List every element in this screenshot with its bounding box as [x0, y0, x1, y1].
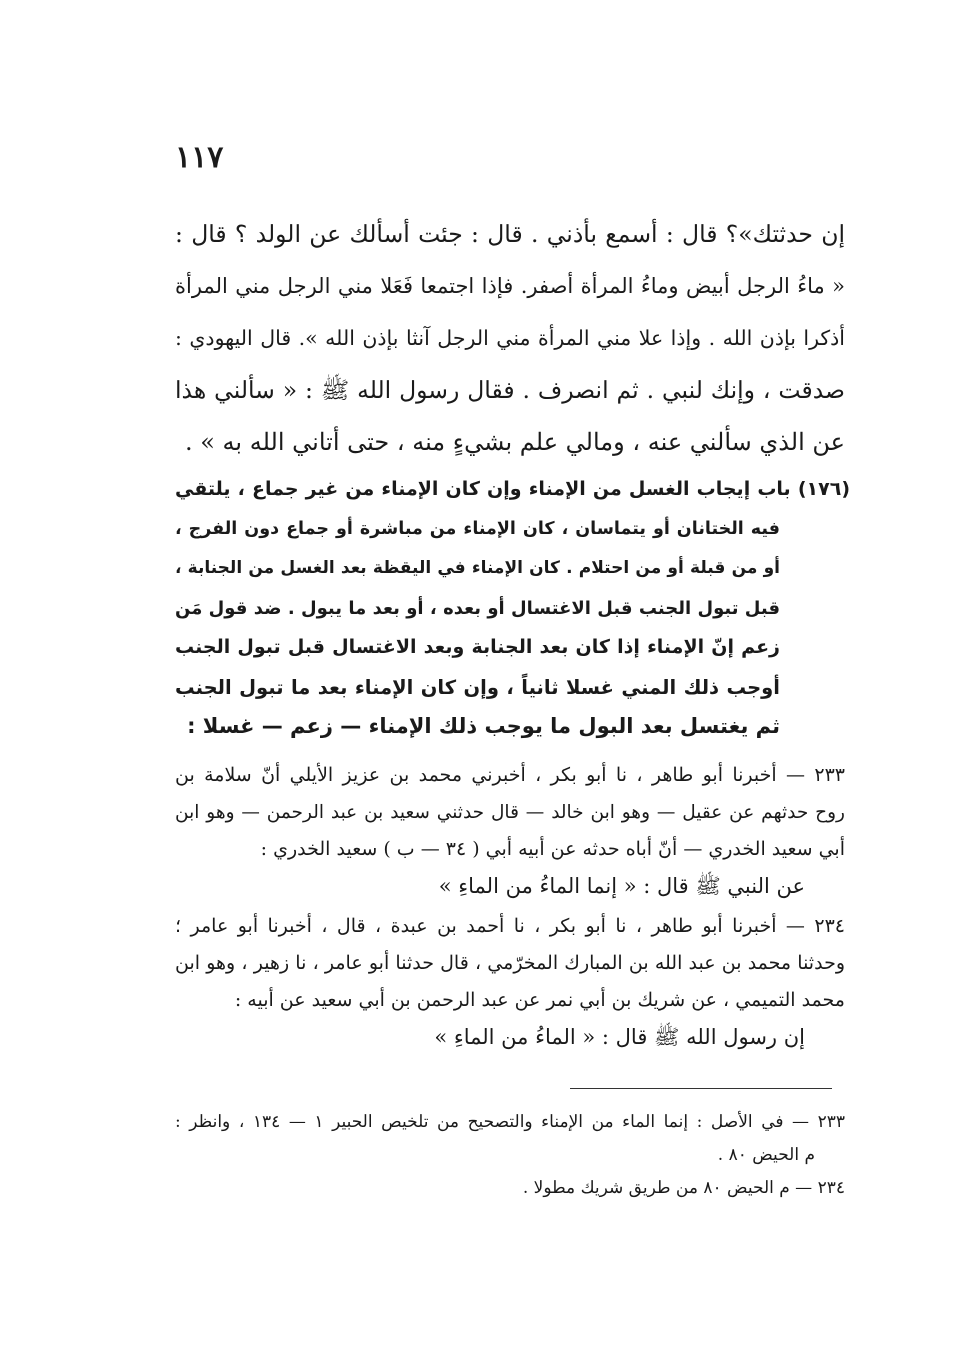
chapter-line: قبل تبول الجنب قبل الاغتسال أو بعده ، أو بعد ما يبول . ضد قول مَن: [175, 597, 780, 619]
intro-line: إن حدثتك»؟ قال : أسمع بأذني . قال : جئت أسألك عن الولد ؟ قال :: [175, 220, 845, 248]
hadith-line: وحدثنا محمد بن عبد الله بن المبارك المخرّمي ، قال حدثنا أبو عامر ، نا زهير ، وهو ابن: [175, 952, 845, 974]
hadith-line: أبي سعيد الخدري — أنّ أباه حدثه عن أبيه أبي ( ٣٤ — ب ) سعيد الخدري :: [260, 838, 845, 860]
hadith-quote: إن رسول الله ﷺ قال : « الماءُ من الماءِ »: [434, 1025, 805, 1049]
footnote-line: م الحيض ٨٠ .: [717, 1145, 815, 1165]
intro-line: عن الذي سألني عنه ، ومالي علم بشيءٍ منه ، حتى أتاني الله به » .: [184, 428, 845, 456]
intro-line: « ماءُ الرجل أبيض وماءُ المرأة أصفر. فإذا اجتمعا فَعَلا مني الرجل مني المرأة: [175, 274, 845, 298]
intro-paragraph: [175, 208, 845, 468]
footnotes: [175, 1106, 845, 1205]
hadith-line: ٢٣٤ — أخبرنا أبو طاهر ، نا أبو بكر ، نا أحمد بن عبدة ، قال ، أخبرنا أبو عامر ؛: [175, 915, 845, 937]
chapter-line: أو من قبلة أو من احتلام . كان الإمناء في اليقظة بعد الغسل من الجنابة ،: [175, 558, 780, 578]
hadith-234: [175, 908, 845, 1056]
hadith-line: محمد التميمي ، عن شريك بن أبي نمر عن عبد الرحمن بن أبي سعيد عن أبيه :: [234, 989, 845, 1011]
intro-line: أذكرا بإذن الله . وإذا علا مني المرأة مني الرجل آنثا بإذن الله ». قال اليهودي :: [175, 326, 845, 350]
chapter-line: (١٧٦) باب إيجاب الغسل من الإمناء وإن كان الإمناء من غير جماع ، يلتقي: [175, 478, 850, 500]
hadith-233: [175, 757, 845, 905]
chapter-line: زعم إنّ الإمناء إذا كان بعد الجنابة وبعد الاغتسال قبل تبول الجنب: [175, 636, 780, 658]
hadith-line: ٢٣٣ — أخبرنا أبو طاهر ، نا أبو بكر ، أخبرني محمد بن عزيز الأيلي أنّ سلامة بن: [175, 764, 845, 786]
intro-line: صدقت ، وإنك لنبي . ثم انصرف . فقال رسول الله ﷺ : « سألني هذا: [175, 376, 845, 404]
chapter-line: أوجب ذلك المني غسلا ثانياً ، وإن كان الإمناء بعد ما تبول الجنب: [175, 675, 780, 699]
page-number: ١١٧: [175, 140, 224, 175]
chapter-heading: [175, 470, 850, 747]
footnote-divider: [570, 1088, 832, 1089]
chapter-line: ثم يغتسل بعد البول ما يوجب ذلك الإمناء — زعم — غسلا :: [187, 714, 780, 738]
chapter-line: فيه الختانان أو يتماسان ، كان الإمناء من مباشرة أو جماع دون الفرج ،: [175, 518, 780, 539]
hadith-line: روح حدثهم عن عقيل — وهو ابن خالد — قال حدثني سعيد بن عبد الرحمن — وهو ابن: [175, 802, 845, 823]
footnote-line: ٢٣٣ — في الأصل : إنما الماء من الإمناء والتصحيح من تلخيص الحبير ١ — ١٣٤ ، وانظر :: [175, 1112, 845, 1132]
footnote-line: ٢٣٤ — م الحيض ٨٠ من طريق شريك مطولا .: [522, 1178, 845, 1198]
hadith-quote: عن النبي ﷺ قال : « إنما الماءُ من الماءِ »: [438, 874, 805, 898]
